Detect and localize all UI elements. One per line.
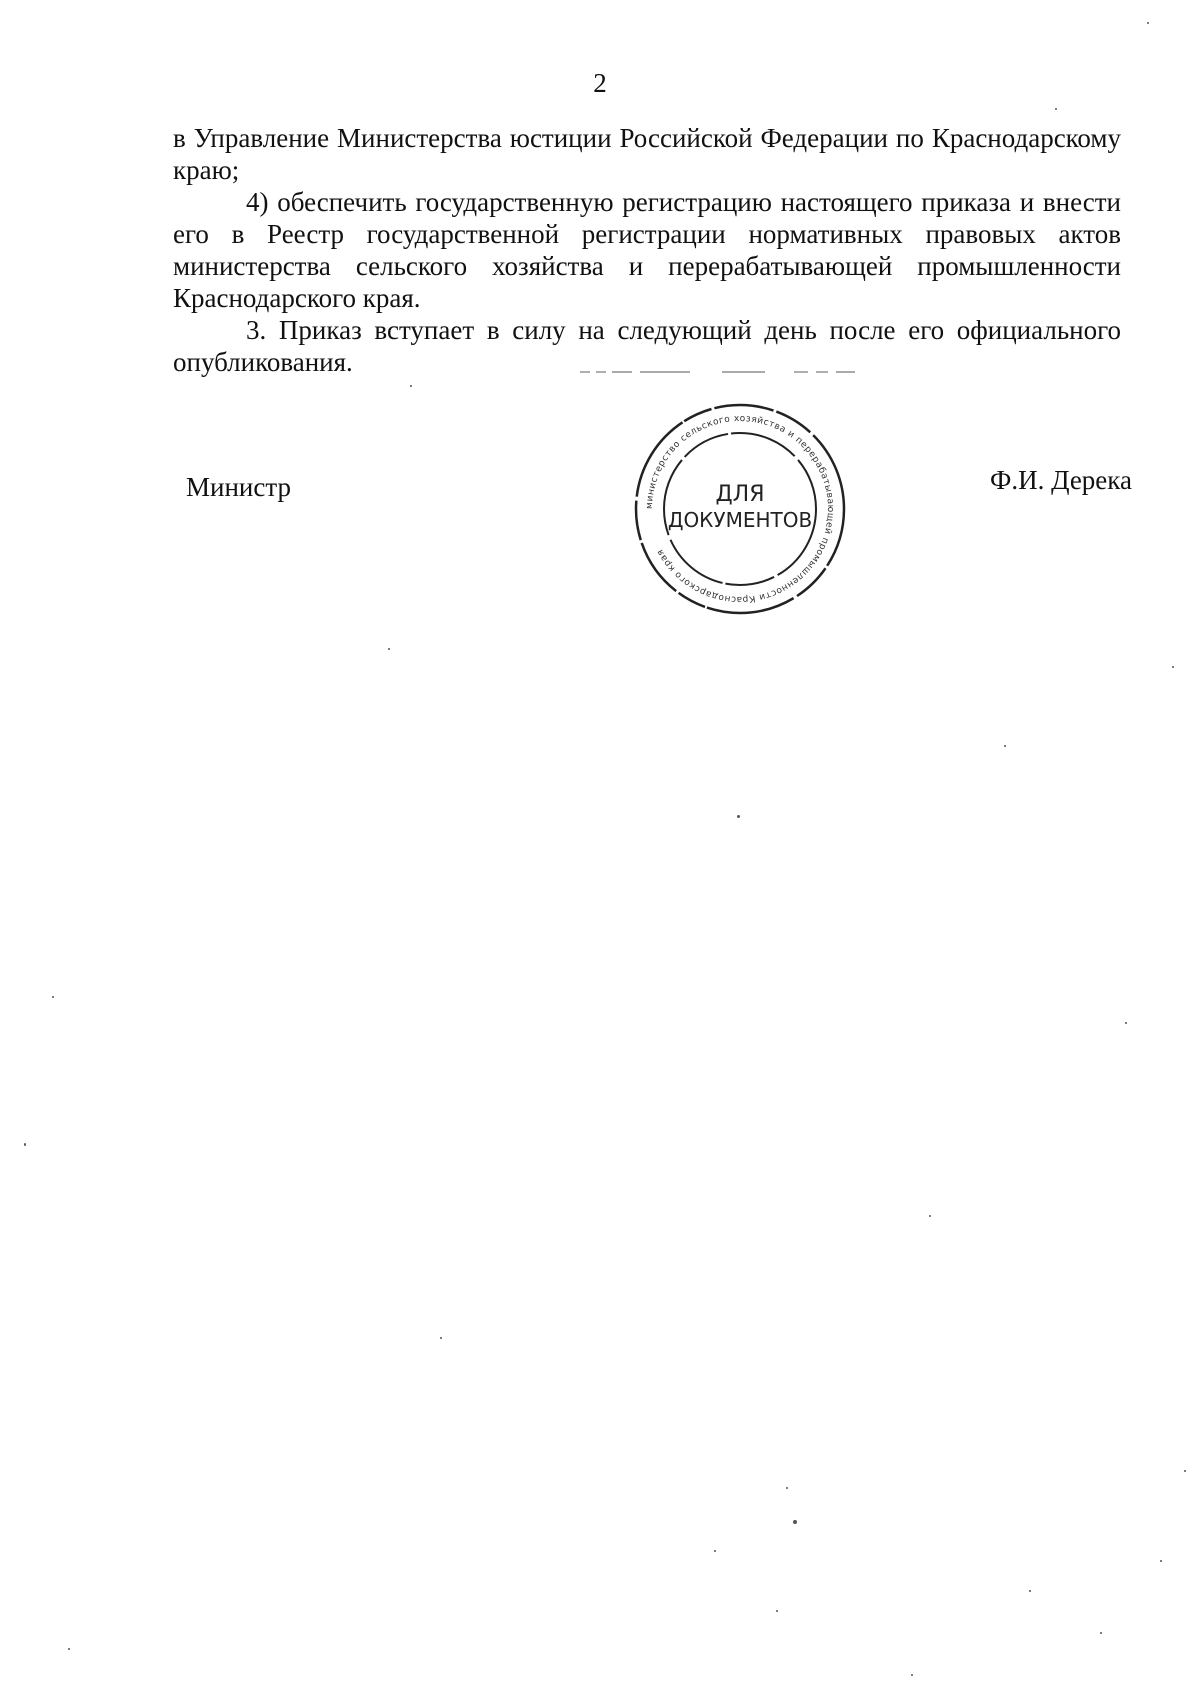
- scan-speck: [793, 1520, 797, 1524]
- scan-speck: [388, 648, 390, 650]
- scan-speck: [68, 1648, 70, 1650]
- scan-speck: [1029, 1590, 1031, 1592]
- official-stamp: [628, 397, 852, 621]
- scan-speck: [786, 1487, 788, 1489]
- scan-speck: [911, 1674, 913, 1676]
- scan-dash-marks: [580, 370, 960, 374]
- scan-speck: [1172, 666, 1174, 668]
- paragraph-3: 3. Приказ вступает в силу на следующий день после его официального опубликования.: [173, 315, 1121, 377]
- scan-speck: [1125, 1022, 1127, 1024]
- scan-speck: [1184, 1470, 1186, 1472]
- scan-speck: [1160, 1560, 1162, 1562]
- scan-speck: [1100, 1632, 1102, 1634]
- scan-speck: [24, 1143, 26, 1146]
- document-body: [173, 122, 1121, 378]
- scan-speck: [410, 385, 412, 387]
- paragraph-1: в Управление Министерства юстиции Российской Федерации по Краснодарскому краю;: [173, 123, 1121, 185]
- scan-speck: [1004, 745, 1006, 747]
- scan-speck: [1055, 108, 1057, 110]
- scan-speck: [52, 996, 54, 998]
- scan-speck: [1147, 22, 1149, 24]
- stamp-text-line2: ДОКУМЕНТОВ: [667, 508, 813, 532]
- page-number: 2: [593, 68, 607, 98]
- stamp-ring-text: министерство сельского хозяйства и перерабатывающей промышленности Краснодарского края: [644, 413, 836, 605]
- signatory-name: Ф.И. Дерека: [990, 465, 1132, 495]
- paragraph-2: 4) обеспечить государственную регистрацию настоящего приказа и внести его в Реестр государственной регистрации нормативных правовых актов министерства сельского хозяйства и перерабатывающей промышленности Краснодарского края.: [173, 187, 1121, 313]
- scan-speck: [776, 1610, 778, 1612]
- scan-speck: [714, 1550, 716, 1552]
- signatory-title: Министр: [186, 472, 291, 502]
- scan-speck: [929, 1215, 931, 1217]
- scan-speck: [440, 1337, 442, 1339]
- stamp-text-line1: ДЛЯ: [715, 482, 765, 507]
- scan-speck: [737, 815, 740, 818]
